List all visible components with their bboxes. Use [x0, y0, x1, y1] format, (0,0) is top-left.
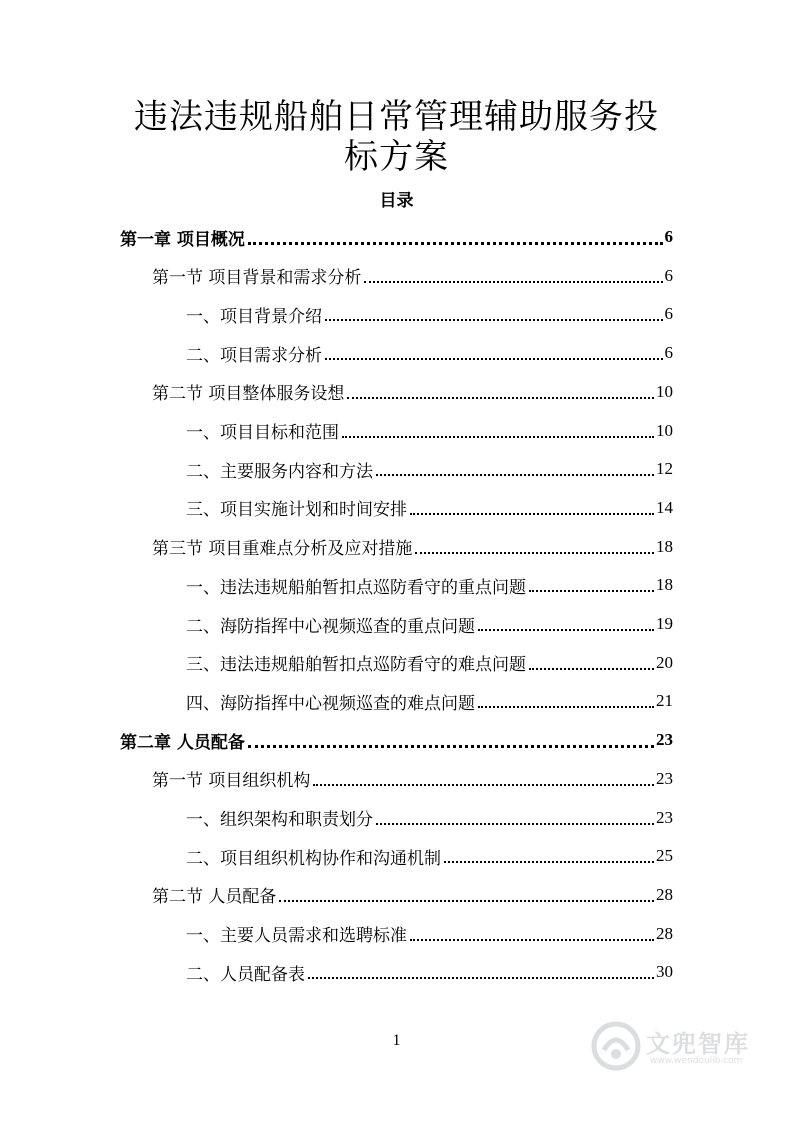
- document-title-line-2: 标方案: [344, 137, 449, 177]
- toc-entry-page: 6: [664, 227, 673, 246]
- toc-leader-dots: [308, 977, 654, 979]
- toc-entry-page: 10: [656, 420, 673, 440]
- toc-entry[interactable]: [186, 799, 673, 837]
- toc-entry-page: 23: [656, 768, 673, 788]
- toc-leader-dots: [410, 513, 654, 515]
- document-title-line-1: 违法违规船舶日常管理辅助服务投: [134, 97, 659, 137]
- toc-leader-dots: [347, 397, 654, 399]
- toc-entry[interactable]: [120, 721, 673, 759]
- toc-entry-label: 三、违法违规船舶暂扣点巡防看守的难点问题: [186, 655, 526, 676]
- toc-entry-label: 二、项目组织机构协作和沟通机制: [186, 848, 441, 869]
- toc-leader-dots: [376, 474, 654, 476]
- toc-entry[interactable]: [186, 915, 673, 953]
- toc-entry-label: 一、组织架构和职责划分: [186, 810, 373, 830]
- toc-entry-page: 6: [664, 265, 673, 285]
- toc-entry[interactable]: [152, 528, 673, 566]
- toc-entry-label: 第三节 项目重难点分析及应对措施: [152, 539, 413, 560]
- toc-entry[interactable]: [186, 566, 673, 604]
- wendou-logo-icon: [590, 1020, 642, 1072]
- toc-entry-label: 二、主要服务内容和方法: [186, 461, 373, 482]
- toc-leader-dots: [529, 668, 654, 670]
- toc-entry[interactable]: [152, 876, 673, 914]
- toc-leader-dots: [415, 552, 654, 554]
- toc-entry-page: 30: [656, 962, 673, 982]
- toc-entry[interactable]: [186, 412, 673, 450]
- toc-leader-dots: [325, 319, 663, 321]
- toc-leader-dots: [279, 900, 654, 902]
- toc-entry-label: 第二节 项目整体服务设想: [152, 384, 345, 405]
- toc-entry-label: 第二章 人员配备: [120, 732, 245, 753]
- toc-entry-label: 二、人员配备表: [186, 964, 305, 985]
- toc-entry[interactable]: [186, 605, 673, 643]
- toc-entry-page: 10: [656, 381, 673, 401]
- toc-entry[interactable]: [186, 837, 673, 875]
- toc-entry-label: 第一节 项目背景和需求分析: [152, 268, 362, 289]
- toc-entry-page: 19: [656, 614, 673, 633]
- toc-entry-page: 6: [664, 343, 673, 363]
- toc-leader-dots: [376, 823, 654, 825]
- toc-leader-dots: [364, 281, 662, 283]
- toc-entry-page: 28: [656, 884, 673, 904]
- toc-leader-dots: [478, 706, 654, 708]
- toc-leader-dots: [313, 784, 654, 786]
- toc-leader-dots: [248, 242, 663, 245]
- watermark-url: www.wendoulib.com: [650, 1056, 743, 1066]
- toc-entry-page: 25: [656, 846, 673, 866]
- watermark: [590, 1020, 760, 1076]
- toc-entry-page: 21: [656, 691, 673, 711]
- toc-entry[interactable]: [186, 334, 673, 372]
- toc-leader-dots: [478, 629, 654, 631]
- watermark-text: 文兜智库: [646, 1030, 750, 1058]
- toc-entry-label: 一、项目目标和范围: [186, 423, 339, 443]
- toc-entry[interactable]: [186, 644, 673, 682]
- toc-entry[interactable]: [152, 373, 673, 411]
- toc-entry-label: 四、海防指挥中心视频巡查的难点问题: [186, 693, 475, 714]
- toc-entry-page: 20: [656, 652, 673, 672]
- toc-entry[interactable]: [152, 257, 673, 295]
- toc-entry-page: 18: [656, 536, 673, 556]
- toc-entry[interactable]: [186, 682, 673, 720]
- toc-entry[interactable]: [186, 953, 673, 991]
- toc-entry[interactable]: [120, 218, 673, 256]
- toc-leader-dots: [529, 590, 654, 592]
- toc-leader-dots: [325, 358, 663, 360]
- toc-entry[interactable]: [186, 450, 673, 488]
- toc-leader-dots: [248, 745, 654, 748]
- toc-entry-label: 第一节 项目组织机构: [152, 771, 311, 792]
- toc-entry-page: 6: [664, 304, 673, 324]
- toc-entry-page: 23: [656, 730, 673, 750]
- toc-entry-label: 第一章 项目概况: [120, 229, 245, 250]
- page-number: 1: [392, 1032, 401, 1049]
- toc-entry-page: 14: [656, 497, 673, 517]
- toc-entry-page: 12: [656, 459, 673, 479]
- toc-entry-label: 一、违法违规船舶暂扣点巡防看守的重点问题: [186, 577, 526, 598]
- toc-entry-label: 二、项目需求分析: [186, 345, 322, 366]
- toc-heading: 目录: [379, 191, 414, 211]
- toc-entry-page: 18: [656, 575, 673, 595]
- toc-entry-label: 一、主要人员需求和选聘标准: [186, 926, 407, 947]
- toc-entry[interactable]: [186, 295, 673, 333]
- toc-leader-dots: [444, 861, 654, 863]
- toc-entry-label: 第二节 人员配备: [152, 887, 277, 908]
- toc-entry-label: 三、项目实施计划和时间安排: [186, 500, 407, 521]
- toc-entry-page: 23: [656, 807, 673, 827]
- toc-entry-label: 一、项目背景介绍: [186, 306, 322, 327]
- toc-entry-page: 28: [656, 923, 673, 943]
- toc-entry[interactable]: [186, 489, 673, 527]
- toc-entry[interactable]: [152, 760, 673, 798]
- toc-entry-label: 二、海防指挥中心视频巡查的重点问题: [186, 616, 475, 637]
- toc-leader-dots: [342, 436, 654, 438]
- toc-leader-dots: [410, 939, 654, 941]
